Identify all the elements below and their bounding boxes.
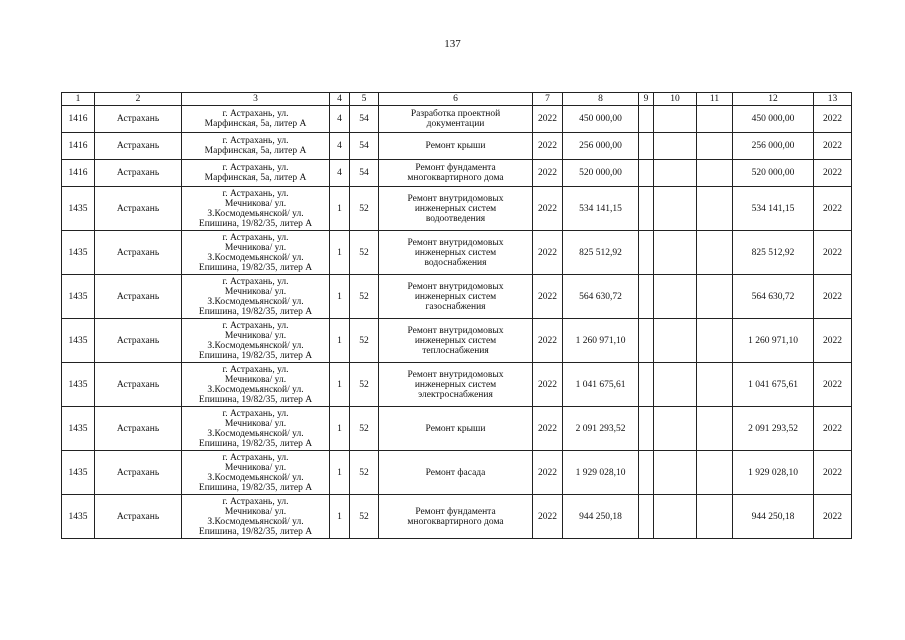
address-line: г. Астрахань, ул.: [222, 136, 289, 146]
work-line: Разработка проектной: [410, 109, 501, 119]
col10-cell: [654, 363, 697, 407]
column-header: 13: [814, 93, 852, 106]
col5-cell: 52: [350, 495, 379, 539]
year-cell: 2022: [533, 231, 563, 275]
address-line: Мечникова/ ул.: [224, 506, 287, 517]
work-type-cell: [379, 106, 533, 133]
col9-cell: [639, 275, 654, 319]
col11-cell: [697, 160, 733, 187]
work-line: электроснабжения: [418, 389, 493, 400]
address-line: З.Космодемьянской/ ул.: [207, 516, 304, 527]
col4-cell: 4: [330, 160, 350, 187]
col5-cell: 52: [350, 319, 379, 363]
address-line: Марфинская, 5а, литер А: [204, 119, 307, 129]
work-line: водоотведения: [425, 213, 486, 224]
address-line: г. Астрахань, ул.: [222, 364, 289, 375]
col5-cell: 54: [350, 106, 379, 133]
col4-cell: 1: [330, 451, 350, 495]
work-line: Ремонт фундамента: [415, 506, 496, 517]
record-number-cell: 1416: [62, 160, 95, 187]
cost-cell: 450 000,00: [563, 106, 639, 133]
table-row: [62, 363, 852, 407]
col5-cell: 52: [350, 451, 379, 495]
year-cell: 2022: [533, 451, 563, 495]
total-cost-cell: 1 041 675,61: [733, 363, 814, 407]
record-number-cell: 1435: [62, 363, 95, 407]
work-line: Ремонт внутридомовых: [407, 193, 504, 204]
address-line: Епишина, 19/82/35, литер А: [198, 394, 313, 405]
col4-cell: 1: [330, 187, 350, 231]
cost-cell: 534 141,15: [563, 187, 639, 231]
col11-cell: [697, 133, 733, 160]
address-cell: [182, 133, 330, 160]
end-year-cell: 2022: [814, 363, 852, 407]
col9-cell: [639, 133, 654, 160]
col9-cell: [639, 495, 654, 539]
end-year-cell: 2022: [814, 451, 852, 495]
end-year-cell: 2022: [814, 187, 852, 231]
col10-cell: [654, 231, 697, 275]
address-line: Мечникова/ ул.: [224, 374, 287, 385]
cost-cell: 944 250,18: [563, 495, 639, 539]
work-type-cell: [379, 363, 533, 407]
address-line: г. Астрахань, ул.: [222, 408, 289, 419]
cost-cell: 825 512,92: [563, 231, 639, 275]
col9-cell: [639, 407, 654, 451]
column-header: 11: [697, 93, 733, 106]
year-cell: 2022: [533, 187, 563, 231]
table-row: [62, 160, 852, 187]
year-cell: 2022: [533, 363, 563, 407]
end-year-cell: 2022: [814, 495, 852, 539]
address-line: З.Космодемьянской/ ул.: [207, 296, 304, 307]
work-line: инженерных систем: [414, 335, 497, 346]
end-year-cell: 2022: [814, 160, 852, 187]
col10-cell: [654, 187, 697, 231]
work-line: Ремонт внутридомовых: [407, 369, 504, 380]
address-line: З.Космодемьянской/ ул.: [207, 252, 304, 263]
address-line: г. Астрахань, ул.: [222, 496, 289, 507]
col9-cell: [639, 363, 654, 407]
address-line: З.Космодемьянской/ ул.: [207, 428, 304, 439]
column-header: 5: [350, 93, 379, 106]
col10-cell: [654, 133, 697, 160]
address-line: Мечникова/ ул.: [224, 198, 287, 209]
column-header: 2: [95, 93, 182, 106]
record-number-cell: 1416: [62, 133, 95, 160]
record-number-cell: 1435: [62, 187, 95, 231]
table-row: [62, 451, 852, 495]
work-line: инженерных систем: [414, 291, 497, 302]
col10-cell: [654, 160, 697, 187]
col4-cell: 1: [330, 407, 350, 451]
work-type-cell: [379, 160, 533, 187]
page-number: 137: [444, 38, 461, 50]
address-line: З.Космодемьянской/ ул.: [207, 472, 304, 483]
address-line: Мечникова/ ул.: [224, 286, 287, 297]
column-header: 1: [62, 93, 95, 106]
address-line: З.Космодемьянской/ ул.: [207, 340, 304, 351]
cost-cell: 1 041 675,61: [563, 363, 639, 407]
municipality-cell: Астрахань: [95, 187, 182, 231]
total-cost-cell: 1 929 028,10: [733, 451, 814, 495]
work-type-cell: [379, 319, 533, 363]
work-line: теплоснабжения: [422, 345, 489, 356]
col10-cell: [654, 275, 697, 319]
col4-cell: 4: [330, 133, 350, 160]
col10-cell: [654, 319, 697, 363]
col11-cell: [697, 451, 733, 495]
column-number-row: [62, 93, 852, 106]
end-year-cell: 2022: [814, 275, 852, 319]
end-year-cell: 2022: [814, 231, 852, 275]
total-cost-cell: 450 000,00: [733, 106, 814, 133]
record-number-cell: 1416: [62, 106, 95, 133]
address-cell: [182, 231, 330, 275]
record-number-cell: 1435: [62, 319, 95, 363]
column-header: 3: [182, 93, 330, 106]
column-header: 8: [563, 93, 639, 106]
address-cell: [182, 106, 330, 133]
work-line: водоснабжения: [424, 257, 487, 268]
work-type-cell: [379, 133, 533, 160]
address-cell: [182, 275, 330, 319]
col4-cell: 1: [330, 495, 350, 539]
col9-cell: [639, 319, 654, 363]
col5-cell: 54: [350, 160, 379, 187]
col4-cell: 1: [330, 275, 350, 319]
record-number-cell: 1435: [62, 451, 95, 495]
col9-cell: [639, 231, 654, 275]
cost-cell: 256 000,00: [563, 133, 639, 160]
address-line: г. Астрахань, ул.: [222, 109, 289, 119]
total-cost-cell: 2 091 293,52: [733, 407, 814, 451]
municipality-cell: Астрахань: [95, 363, 182, 407]
col4-cell: 4: [330, 106, 350, 133]
municipality-cell: Астрахань: [95, 319, 182, 363]
end-year-cell: 2022: [814, 133, 852, 160]
address-cell: [182, 187, 330, 231]
address-line: г. Астрахань, ул.: [222, 452, 289, 463]
col9-cell: [639, 160, 654, 187]
address-line: г. Астрахань, ул.: [222, 232, 289, 243]
cost-cell: 1 260 971,10: [563, 319, 639, 363]
work-type-cell: [379, 407, 533, 451]
address-line: Мечникова/ ул.: [224, 462, 287, 473]
col11-cell: [697, 231, 733, 275]
address-cell: [182, 160, 330, 187]
year-cell: 2022: [533, 160, 563, 187]
table-row: [62, 319, 852, 363]
total-cost-cell: 564 630,72: [733, 275, 814, 319]
col11-cell: [697, 106, 733, 133]
col4-cell: 1: [330, 319, 350, 363]
municipality-cell: Астрахань: [95, 106, 182, 133]
col11-cell: [697, 407, 733, 451]
address-line: Епишина, 19/82/35, литер А: [198, 350, 313, 361]
address-line: Епишина, 19/82/35, литер А: [198, 482, 313, 493]
address-line: З.Космодемьянской/ ул.: [207, 384, 304, 395]
col9-cell: [639, 187, 654, 231]
year-cell: 2022: [533, 319, 563, 363]
end-year-cell: 2022: [814, 319, 852, 363]
year-cell: 2022: [533, 106, 563, 133]
work-line: инженерных систем: [414, 247, 497, 258]
address-line: Епишина, 19/82/35, литер А: [198, 438, 313, 449]
col11-cell: [697, 187, 733, 231]
total-cost-cell: 1 260 971,10: [733, 319, 814, 363]
table-row: [62, 133, 852, 160]
work-line: газоснабжения: [425, 301, 486, 312]
work-line: документации: [426, 119, 485, 129]
municipality-cell: Астрахань: [95, 495, 182, 539]
address-line: г. Астрахань, ул.: [222, 320, 289, 331]
table-row: [62, 231, 852, 275]
work-line: многоквартирного дома: [407, 516, 504, 527]
municipality-cell: Астрахань: [95, 407, 182, 451]
col10-cell: [654, 407, 697, 451]
municipality-cell: Астрахань: [95, 275, 182, 319]
total-cost-cell: 256 000,00: [733, 133, 814, 160]
col5-cell: 52: [350, 187, 379, 231]
work-type-cell: [379, 187, 533, 231]
municipality-cell: Астрахань: [95, 160, 182, 187]
column-header: 7: [533, 93, 563, 106]
col5-cell: 52: [350, 363, 379, 407]
col10-cell: [654, 495, 697, 539]
capital-repair-table: [61, 92, 852, 539]
municipality-cell: Астрахань: [95, 133, 182, 160]
year-cell: 2022: [533, 133, 563, 160]
col11-cell: [697, 319, 733, 363]
cost-cell: 1 929 028,10: [563, 451, 639, 495]
col11-cell: [697, 275, 733, 319]
column-header: 9: [639, 93, 654, 106]
municipality-cell: Астрахань: [95, 451, 182, 495]
table-row: [62, 407, 852, 451]
work-line: Ремонт фасада: [425, 467, 486, 478]
total-cost-cell: 520 000,00: [733, 160, 814, 187]
address-line: г. Астрахань, ул.: [222, 188, 289, 199]
address-line: Епишина, 19/82/35, литер А: [198, 306, 313, 317]
col5-cell: 52: [350, 407, 379, 451]
address-line: Епишина, 19/82/35, литер А: [198, 218, 313, 229]
year-cell: 2022: [533, 275, 563, 319]
record-number-cell: 1435: [62, 275, 95, 319]
col9-cell: [639, 106, 654, 133]
address-line: Марфинская, 5а, литер А: [204, 173, 307, 183]
table-row: [62, 106, 852, 133]
address-line: Епишина, 19/82/35, литер А: [198, 262, 313, 273]
column-header: 4: [330, 93, 350, 106]
address-cell: [182, 407, 330, 451]
column-header: 6: [379, 93, 533, 106]
col4-cell: 1: [330, 363, 350, 407]
col5-cell: 54: [350, 133, 379, 160]
year-cell: 2022: [533, 407, 563, 451]
col10-cell: [654, 451, 697, 495]
end-year-cell: 2022: [814, 106, 852, 133]
total-cost-cell: 825 512,92: [733, 231, 814, 275]
total-cost-cell: 534 141,15: [733, 187, 814, 231]
municipality-cell: Астрахань: [95, 231, 182, 275]
work-type-cell: [379, 495, 533, 539]
address-line: Мечникова/ ул.: [224, 330, 287, 341]
address-cell: [182, 319, 330, 363]
col11-cell: [697, 495, 733, 539]
work-line: Ремонт внутридомовых: [407, 281, 504, 292]
col9-cell: [639, 451, 654, 495]
address-line: Епишина, 19/82/35, литер А: [198, 526, 313, 537]
table-row: [62, 495, 852, 539]
work-line: Ремонт внутридомовых: [407, 325, 504, 336]
work-line: Ремонт внутридомовых: [407, 237, 504, 248]
column-header: 12: [733, 93, 814, 106]
cost-cell: 564 630,72: [563, 275, 639, 319]
col5-cell: 52: [350, 231, 379, 275]
address-line: г. Астрахань, ул.: [222, 276, 289, 287]
work-line: Ремонт крыши: [425, 423, 486, 434]
total-cost-cell: 944 250,18: [733, 495, 814, 539]
work-type-cell: [379, 451, 533, 495]
table-row: [62, 187, 852, 231]
work-line: Ремонт фундамента: [415, 163, 496, 173]
work-line: инженерных систем: [414, 203, 497, 214]
address-line: З.Космодемьянской/ ул.: [207, 208, 304, 219]
address-line: Марфинская, 5а, литер А: [204, 146, 307, 156]
record-number-cell: 1435: [62, 407, 95, 451]
work-line: многоквартирного дома: [407, 173, 504, 183]
column-header: 10: [654, 93, 697, 106]
cost-cell: 520 000,00: [563, 160, 639, 187]
record-number-cell: 1435: [62, 495, 95, 539]
col10-cell: [654, 106, 697, 133]
address-cell: [182, 363, 330, 407]
work-line: Ремонт крыши: [425, 141, 486, 151]
address-line: Мечникова/ ул.: [224, 418, 287, 429]
col4-cell: 1: [330, 231, 350, 275]
address-line: г. Астрахань, ул.: [222, 163, 289, 173]
table-row: [62, 275, 852, 319]
work-type-cell: [379, 275, 533, 319]
address-cell: [182, 495, 330, 539]
address-line: Мечникова/ ул.: [224, 242, 287, 253]
work-type-cell: [379, 231, 533, 275]
year-cell: 2022: [533, 495, 563, 539]
address-cell: [182, 451, 330, 495]
cost-cell: 2 091 293,52: [563, 407, 639, 451]
col5-cell: 52: [350, 275, 379, 319]
col11-cell: [697, 363, 733, 407]
end-year-cell: 2022: [814, 407, 852, 451]
record-number-cell: 1435: [62, 231, 95, 275]
work-line: инженерных систем: [414, 379, 497, 390]
